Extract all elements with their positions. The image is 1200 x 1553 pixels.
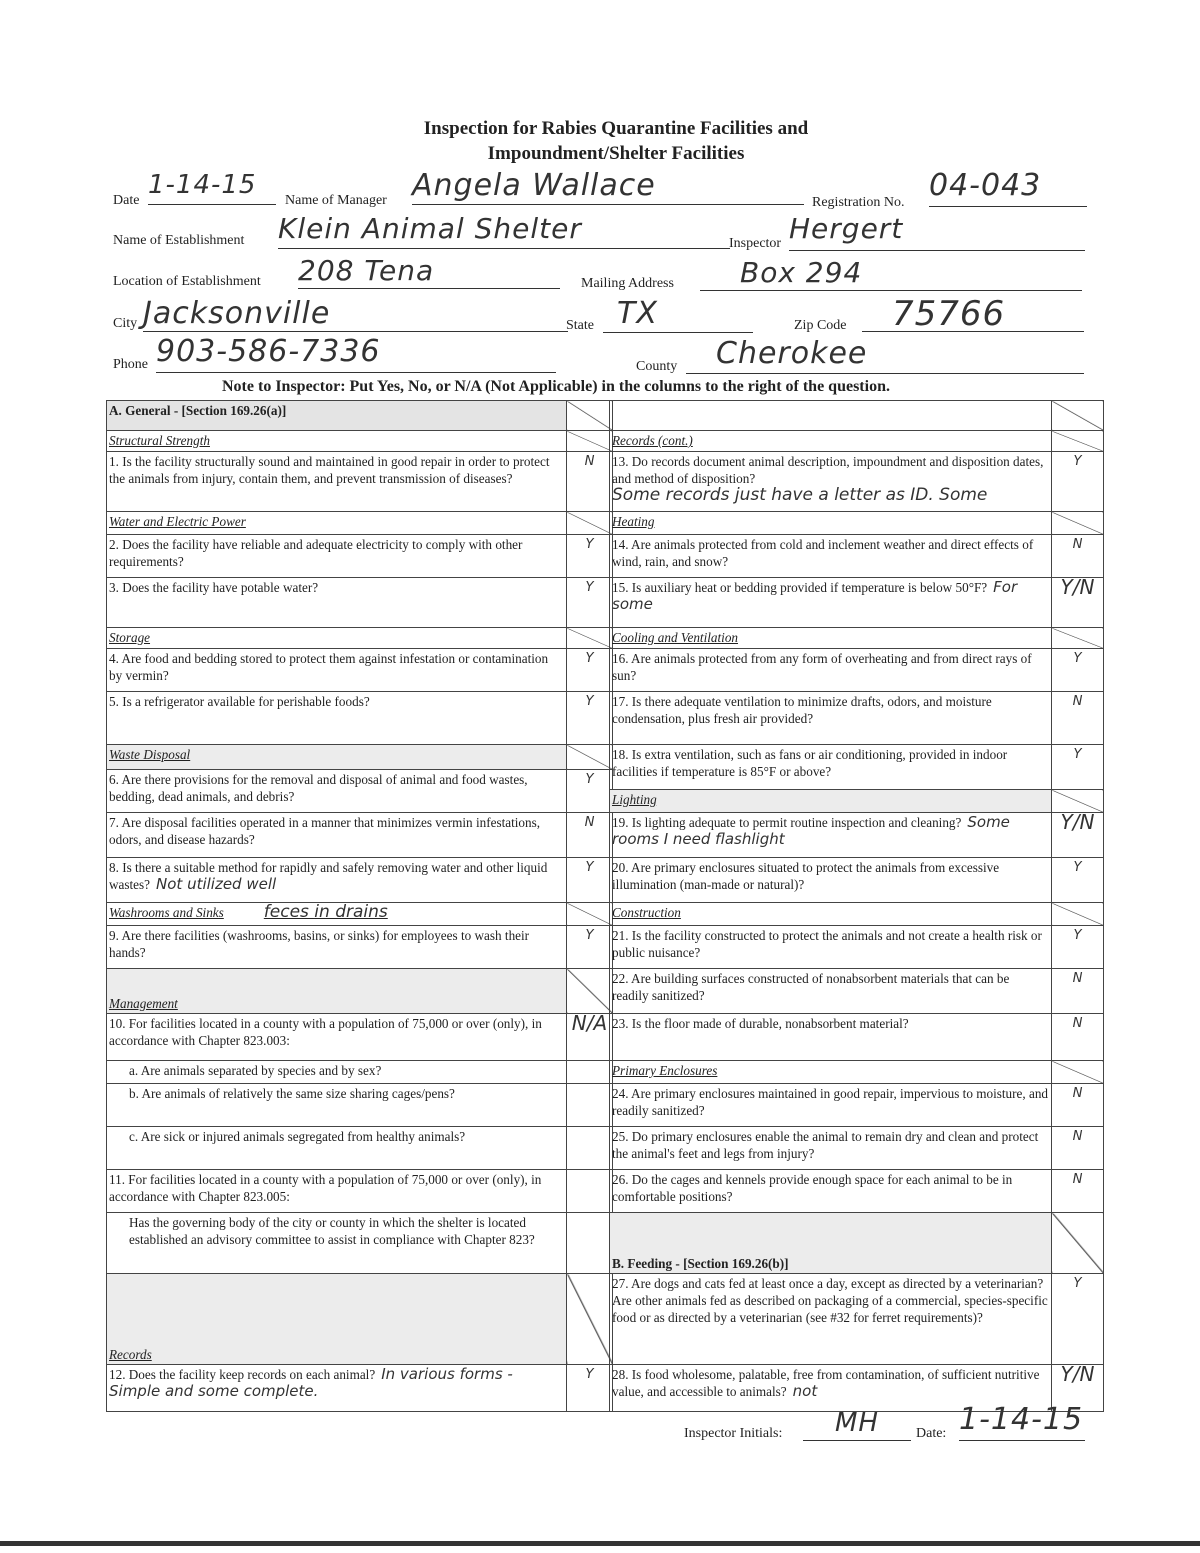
registration-field[interactable]: 04-043	[929, 168, 1087, 207]
question-label: 12. Does the facility keep records on each animal?	[109, 1367, 376, 1382]
row-label: Management	[109, 996, 178, 1011]
subsection-title	[610, 1061, 1052, 1084]
inspector-initials-field[interactable]: MH	[803, 1408, 911, 1441]
question-text	[610, 969, 1052, 1014]
left-row-15	[107, 926, 613, 969]
left-row-4	[107, 512, 613, 535]
answer-cell[interactable]: Y	[567, 692, 613, 745]
right-row-20	[610, 1127, 1104, 1170]
answer-cell-na	[1052, 1061, 1104, 1084]
answer-cell-na	[1052, 790, 1104, 813]
establishment-label: Name of Establishment	[113, 233, 245, 248]
question-label: 23. Is the floor made of durable, nonabsorbent material?	[612, 1016, 909, 1031]
left-row-13	[107, 858, 613, 903]
question-text	[107, 1365, 567, 1412]
question-label: 16. Are animals protected from any form of overheating and from direct rays of sun?	[612, 651, 1032, 683]
left-row-2	[107, 431, 613, 452]
answer-cell[interactable]: Y	[567, 649, 613, 692]
answer-cell-na	[1052, 903, 1104, 926]
question-label: 6. Are there provisions for the removal and disposal of animal and food wastes, bedding, dead animals, and debris?	[109, 772, 528, 804]
answer-cell[interactable]: N	[567, 813, 613, 858]
phone-label: Phone	[113, 357, 148, 372]
question-text	[107, 926, 567, 969]
answer-cell[interactable]: Y	[567, 770, 613, 813]
left-row-19	[107, 1084, 613, 1127]
left-row-17	[107, 1014, 613, 1061]
answer-cell[interactable]: Y	[1052, 926, 1104, 969]
handwritten-note: Some records just have a letter as ID. Some	[612, 485, 988, 505]
location-field[interactable]: 208 Tena	[298, 254, 560, 289]
handwritten-note: Not utilized well	[156, 875, 277, 893]
row-label: Construction	[612, 905, 681, 920]
row-label: Waste Disposal	[109, 747, 191, 762]
question-text	[107, 578, 567, 628]
subsection-title	[610, 903, 1052, 926]
row-label: Storage	[109, 630, 151, 645]
answer-cell[interactable]: N	[567, 452, 613, 512]
question-label: b. Are animals of relatively the same size sharing cages/pens?	[129, 1086, 455, 1101]
footer-date-label: Date:	[916, 1426, 947, 1441]
question-text	[107, 649, 567, 692]
question-label: 4. Are food and bedding stored to protect them against infestation or contamination by vermin?	[109, 651, 549, 683]
answer-cell[interactable]: Y	[1052, 649, 1104, 692]
answer-cell[interactable]: Y	[567, 535, 613, 578]
answer-cell[interactable]: Y	[567, 578, 613, 628]
question-text	[610, 692, 1052, 745]
question-label: 26. Do the cages and kennels provide enough space for each animal to be in comfortable positions?	[612, 1172, 1013, 1204]
question-text	[107, 1170, 567, 1213]
right-row-13	[610, 858, 1104, 903]
right-row-23	[610, 1274, 1104, 1365]
question-label: 24. Are primary enclosures maintained in good repair, impervious to moisture, and readily sanitized?	[612, 1086, 1049, 1118]
question-text	[107, 1014, 567, 1061]
answer-cell[interactable]: N	[1052, 969, 1104, 1014]
question-label: 1. Is the facility structurally sound and maintained in good repair in order to protect the animals from injury, contain them, and prevent transmission of diseases?	[109, 454, 550, 486]
right-row-16	[610, 969, 1104, 1014]
question-text	[610, 452, 1052, 512]
question-text	[610, 858, 1052, 903]
question-label: 10. For facilities located in a county with a population of 75,000 or over (only), in accordance with Chapter 823.003:	[109, 1016, 542, 1048]
section-header	[107, 401, 567, 431]
question-label: 15. Is auxiliary heat or bedding provided if temperature is below 50°F?	[612, 580, 988, 595]
inspector-initials-label: Inspector Initials:	[684, 1426, 783, 1441]
inspector-field[interactable]: Hergert	[789, 212, 1085, 251]
left-question-table	[106, 400, 613, 1412]
right-row-12	[610, 813, 1104, 858]
row-label: B. Feeding - [Section 169.26(b)]	[612, 1256, 789, 1271]
subsection-title	[107, 431, 567, 452]
question-text	[610, 813, 1052, 858]
answer-cell[interactable]: Y/N	[1052, 1365, 1104, 1412]
registration-label: Registration No.	[812, 195, 905, 210]
handwritten-note: In various forms - Simple and some complete.	[109, 1365, 513, 1400]
question-label: 17. Is there adequate ventilation to minimize drafts, odors, and moisture condensation, plus fresh air provided?	[612, 694, 992, 726]
city-field[interactable]: Jacksonville	[143, 296, 568, 332]
right-row-6	[610, 578, 1104, 628]
location-label: Location of Establishment	[113, 274, 261, 289]
subsection-title	[107, 628, 567, 649]
answer-cell[interactable]	[567, 1213, 613, 1274]
question-label: 22. Are building surfaces constructed of nonabsorbent materials that can be readily sanitized?	[612, 971, 1010, 1003]
row-label: Records	[109, 1347, 152, 1362]
right-row-22	[610, 1213, 1104, 1274]
answer-cell-na	[567, 401, 613, 431]
answer-cell[interactable]: N/A	[567, 1014, 613, 1061]
question-text	[107, 535, 567, 578]
form-title-line2: Impoundment/Shelter Facilities	[487, 143, 745, 164]
section-header	[610, 1213, 1052, 1274]
answer-cell-na	[567, 903, 613, 926]
question-label: Has the governing body of the city or county in which the shelter is located established an advisory committee to assist in compliance with Chapter 823?	[129, 1215, 535, 1247]
date-field[interactable]: 1-14-15	[148, 170, 276, 205]
subsection-title	[107, 969, 567, 1014]
left-row-12	[107, 813, 613, 858]
question-text	[610, 649, 1052, 692]
answer-cell[interactable]	[567, 1084, 613, 1127]
answer-cell-na	[1052, 512, 1104, 535]
answer-cell[interactable]	[567, 1061, 613, 1084]
question-text	[107, 858, 567, 903]
right-row-8	[610, 649, 1104, 692]
left-row-6	[107, 578, 613, 628]
answer-cell[interactable]: Y	[1052, 745, 1104, 790]
question-text	[107, 1213, 567, 1274]
question-text	[107, 1084, 567, 1127]
answer-cell-na	[1052, 401, 1104, 431]
county-field[interactable]: Cherokee	[686, 336, 1084, 374]
right-row-2	[610, 431, 1104, 452]
manager-label: Name of Manager	[285, 193, 387, 208]
answer-cell[interactable]: Y	[1052, 452, 1104, 512]
answer-cell[interactable]	[567, 1127, 613, 1170]
handwritten-note: feces in drains	[263, 902, 388, 922]
answer-cell[interactable]: N	[1052, 692, 1104, 745]
mailing-field[interactable]: Box 294	[700, 256, 1082, 291]
inspector-label: Inspector	[729, 236, 782, 251]
question-label: 25. Do primary enclosures enable the animal to remain dry and clean and protect the animal's feet and legs from injury?	[612, 1129, 1039, 1161]
answer-cell-na	[1052, 1213, 1104, 1274]
left-row-7	[107, 628, 613, 649]
handwritten-note: For some	[612, 578, 1018, 613]
state-field[interactable]: TX	[603, 296, 753, 333]
question-text	[107, 452, 567, 512]
answer-cell[interactable]: N	[1052, 535, 1104, 578]
answer-cell-na	[567, 431, 613, 452]
left-row-14	[107, 903, 613, 926]
left-row-20	[107, 1127, 613, 1170]
right-row-4	[610, 512, 1104, 535]
state-label: State	[566, 318, 594, 333]
manager-field[interactable]: Angela Wallace	[412, 168, 804, 205]
answer-cell-na	[567, 745, 613, 770]
answer-cell[interactable]: N	[1052, 1127, 1104, 1170]
subsection-title	[107, 745, 567, 770]
row-label: Records (cont.)	[612, 433, 693, 448]
row-label: Washrooms and Sinks	[109, 905, 224, 920]
subsection-title	[107, 512, 567, 535]
question-text	[610, 1014, 1052, 1061]
right-row-7	[610, 628, 1104, 649]
left-row-24	[107, 1365, 613, 1412]
blank-cell	[610, 401, 1052, 431]
left-row-5	[107, 535, 613, 578]
handwritten-note: Some rooms I need flashlight	[612, 813, 1010, 848]
question-label: 9. Are there facilities (washrooms, basins, or sinks) for employees to wash their hands?	[109, 928, 530, 960]
question-label: 11. For facilities located in a county with a population of 75,000 or over (only), in accordance with Chapter 823.005:	[109, 1172, 542, 1204]
subsection-title	[610, 512, 1052, 535]
right-row-15	[610, 926, 1104, 969]
question-text	[610, 1170, 1052, 1213]
row-label: Heating	[612, 514, 655, 529]
answer-cell[interactable]: Y	[1052, 858, 1104, 903]
question-label: 2. Does the facility have reliable and adequate electricity to comply with other requirements?	[109, 537, 523, 569]
question-label: 28. Is food wholesome, palatable, free from contamination, of sufficient nutritive value, and accessible to animals?	[612, 1367, 1040, 1399]
left-row-3	[107, 452, 613, 512]
right-row-3	[610, 452, 1104, 512]
establishment-field[interactable]: Klein Animal Shelter	[278, 212, 730, 249]
right-row-17	[610, 1014, 1104, 1061]
answer-cell[interactable]: N	[1052, 1084, 1104, 1127]
form-title-line1: Inspection for Rabies Quarantine Facilities and	[423, 118, 809, 139]
question-label: 3. Does the facility have potable water?	[109, 580, 319, 595]
question-text	[610, 745, 1052, 790]
question-label: 5. Is a refrigerator available for perishable foods?	[109, 694, 370, 709]
left-row-23	[107, 1274, 613, 1365]
subsection-title	[610, 790, 1052, 813]
zip-field[interactable]: 75766	[862, 294, 1084, 332]
left-row-21	[107, 1170, 613, 1213]
row-label: A. General - [Section 169.26(a)]	[109, 403, 287, 418]
phone-field[interactable]: 903-586-7336	[156, 334, 556, 373]
answer-cell[interactable]: Y	[567, 926, 613, 969]
mailing-label: Mailing Address	[581, 276, 674, 291]
question-text	[107, 770, 567, 813]
question-label: 19. Is lighting adequate to permit routine inspection and cleaning?	[612, 815, 962, 830]
left-row-10	[107, 745, 613, 770]
question-text	[610, 1127, 1052, 1170]
subsection-title	[610, 628, 1052, 649]
page-bottom-rule	[0, 1541, 1200, 1546]
question-text	[107, 813, 567, 858]
answer-cell-na	[1052, 431, 1104, 452]
answer-cell-na	[1052, 628, 1104, 649]
answer-cell[interactable]: N	[1052, 1170, 1104, 1213]
question-label: a. Are animals separated by species and by sex?	[129, 1063, 382, 1078]
left-row-9	[107, 692, 613, 745]
right-row-21	[610, 1170, 1104, 1213]
city-label: City	[113, 316, 138, 331]
left-row-1	[107, 401, 613, 431]
date-label: Date	[113, 193, 140, 208]
footer-date-field[interactable]: 1-14-15	[959, 1402, 1085, 1441]
row-label: Primary Enclosures	[612, 1063, 718, 1078]
county-label: County	[636, 359, 678, 374]
question-text	[610, 535, 1052, 578]
subsection-title	[107, 903, 567, 926]
answer-cell[interactable]: Y/N	[1052, 813, 1104, 858]
row-label: Lighting	[612, 792, 657, 807]
right-row-19	[610, 1084, 1104, 1127]
answer-cell[interactable]: N	[1052, 1014, 1104, 1061]
right-row-9	[610, 692, 1104, 745]
answer-cell-na	[567, 628, 613, 649]
answer-cell-na	[567, 512, 613, 535]
answer-cell[interactable]: Y	[567, 1365, 613, 1412]
question-text	[107, 692, 567, 745]
question-label: 21. Is the facility constructed to protect the animals and not create a health risk or public nuisance?	[612, 928, 1042, 960]
answer-cell[interactable]: Y/N	[1052, 578, 1104, 628]
question-text	[610, 1274, 1052, 1365]
question-text	[107, 1127, 567, 1170]
question-label: c. Are sick or injured animals segregated from healthy animals?	[129, 1129, 466, 1144]
row-label: Structural Strength	[109, 433, 210, 448]
right-row-11	[610, 790, 1104, 813]
question-label: 8. Is there a suitable method for rapidly and safely removing water and other liquid wastes?	[109, 860, 548, 892]
question-text	[107, 1061, 567, 1084]
row-label: Water and Electric Power	[109, 514, 246, 529]
question-label: 18. Is extra ventilation, such as fans or air conditioning, provided in indoor facilities if temperature is 85°F or above?	[612, 747, 1008, 779]
question-text	[610, 578, 1052, 628]
left-row-18	[107, 1061, 613, 1084]
inspector-note: Note to Inspector: Put Yes, No, or N/A (Not Applicable) in the columns to the right of the question.	[222, 378, 890, 395]
question-label: 7. Are disposal facilities operated in a manner that minimizes vermin infestations, odors, and disease hazards?	[109, 815, 541, 847]
question-label: 14. Are animals protected from cold and inclement weather and direct effects of wind, rain, and snow?	[612, 537, 1034, 569]
row-label: Cooling and Ventilation	[612, 630, 739, 645]
question-label: 13. Do records document animal description, impoundment and disposition dates, and method of disposition?	[612, 454, 1044, 486]
subsection-title	[107, 1274, 567, 1365]
left-row-11	[107, 770, 613, 813]
left-row-16	[107, 969, 613, 1014]
left-row-8	[107, 649, 613, 692]
right-row-14	[610, 903, 1104, 926]
left-row-22	[107, 1213, 613, 1274]
subsection-title	[610, 431, 1052, 452]
handwritten-note: not	[792, 1382, 818, 1400]
zip-label: Zip Code	[794, 318, 847, 333]
right-question-table	[609, 400, 1104, 1412]
right-row-5	[610, 535, 1104, 578]
right-row-18	[610, 1061, 1104, 1084]
answer-cell-na	[567, 969, 613, 1014]
answer-cell-na	[567, 1274, 613, 1365]
question-label: 20. Are primary enclosures situated to protect the animals from excessive illumination (man-made or natural)?	[612, 860, 1000, 892]
answer-cell[interactable]: Y	[1052, 1274, 1104, 1365]
answer-cell[interactable]	[567, 1170, 613, 1213]
answer-cell[interactable]: Y	[567, 858, 613, 903]
right-row-1	[610, 401, 1104, 431]
question-text	[610, 926, 1052, 969]
question-text	[610, 1084, 1052, 1127]
right-row-10	[610, 745, 1104, 790]
question-label: 27. Are dogs and cats fed at least once a day, except as directed by a veterinarian? Are other animals fed as described on packaging of a commercial, species-specific food or as directed by a veterinarian (see #32 for ferret requirements)?	[612, 1276, 1048, 1325]
